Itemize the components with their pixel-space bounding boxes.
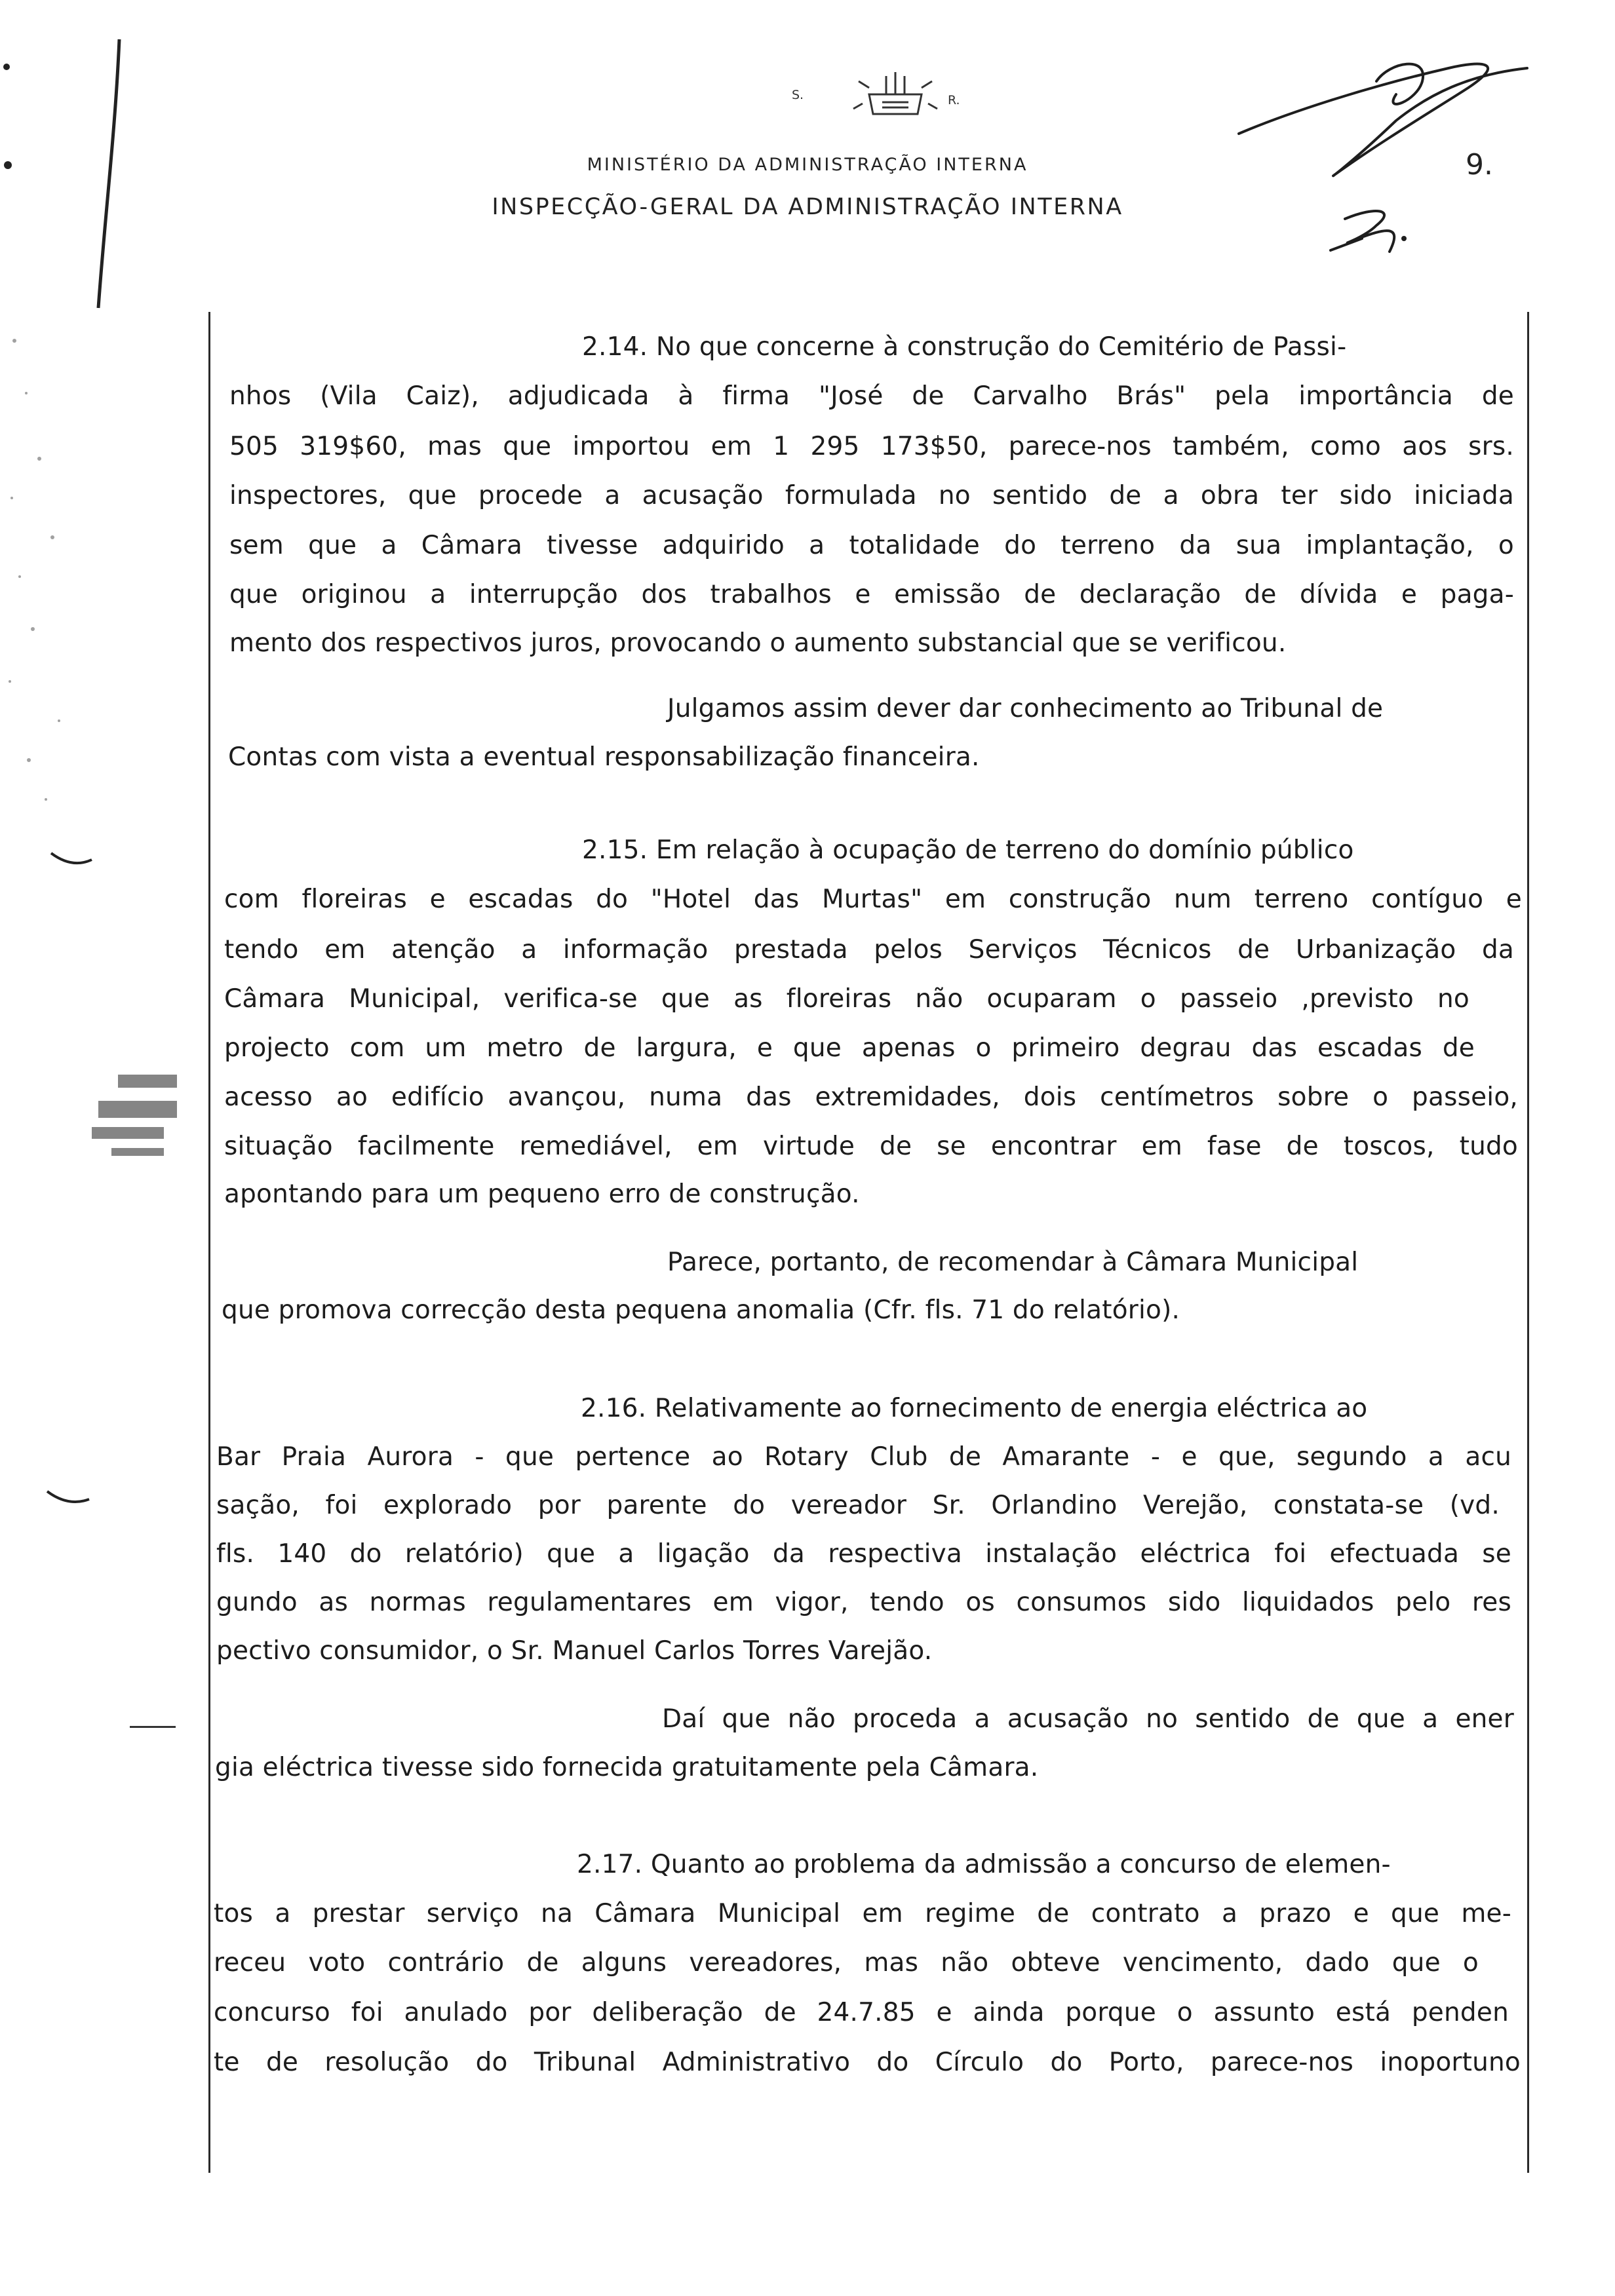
text-line: tos a prestar serviço na Câmara Municipal em regime de contrato a prazo e que me- <box>214 1899 1511 1928</box>
text-line: apontando para um pequeno erro de construção. <box>224 1179 860 1209</box>
text-line: Contas com vista a eventual responsabilização financeira. <box>228 742 980 772</box>
text-line: acesso ao edifício avançou, numa das extremidades, dois centímetros sobre o passeio, <box>224 1082 1518 1112</box>
text-line: gundo as normas regulamentares em vigor, tendo os consumos sido liquidados pelo res <box>216 1588 1511 1617</box>
margin-dash <box>130 1726 176 1728</box>
text-line: 2.17. Quanto ao problema da admissão a concurso de elemen- <box>577 1850 1391 1879</box>
scan-speckle <box>0 0 210 2296</box>
text-line: que originou a interrupção dos trabalhos e emissão de declaração de dívida e paga- <box>229 580 1514 609</box>
text-line: receu voto contrário de alguns vereadores, mas não obteve vencimento, dado que o <box>214 1948 1479 1978</box>
text-line: 2.15. Em relação à ocupação de terreno do domínio público <box>582 835 1354 865</box>
text-line: te de resolução do Tribunal Administrativo do Círculo do Porto, parece-nos inoportuno <box>214 2048 1521 2077</box>
text-line: Bar Praia Aurora - que pertence ao Rotary Club de Amarante - e que, segundo a acu <box>216 1442 1511 1472</box>
text-line: pectivo consumidor, o Sr. Manuel Carlos Torres Varejão. <box>216 1636 933 1666</box>
text-line: Daí que não proceda a acusação no sentido de que a ener <box>662 1704 1514 1734</box>
ministry-heading: MINISTÉRIO DA ADMINISTRAÇÃO INTERNA <box>587 155 1028 175</box>
text-line: fls. 140 do relatório) que a ligação da respectiva instalação eléctrica foi efectuada se <box>216 1539 1511 1569</box>
inspection-heading: INSPECÇÃO-GERAL DA ADMINISTRAÇÃO INTERNA <box>492 194 1123 220</box>
text-line: nhos (Vila Caiz), adjudicada à firma "José de Carvalho Brás" pela importância de <box>229 381 1514 411</box>
text-line: projecto com um metro de largura, e que apenas o primeiro degrau das escadas de <box>224 1033 1475 1063</box>
text-line: situação facilmente remediável, em virtude de se encontrar em fase de toscos, tudo <box>224 1132 1518 1161</box>
text-line: gia eléctrica tivesse sido fornecida gratuitamente pela Câmara. <box>215 1753 1039 1782</box>
text-line: sação, foi explorado por parente do vereador Sr. Orlandino Verejão, constata-se (vd. <box>216 1491 1500 1520</box>
text-line: mento dos respectivos juros, provocando o aumento substancial que se verificou. <box>229 628 1287 658</box>
text-line: 2.14. No que concerne à construção do Cemitério de Passi- <box>582 332 1347 362</box>
text-line: Câmara Municipal, verifica-se que as floreiras não ocuparam o passeio ,previsto no <box>224 984 1469 1014</box>
text-line: tendo em atenção a informação prestada pelos Serviços Técnicos de Urbanização da <box>224 935 1514 965</box>
text-line: Parece, portanto, de recomendar à Câmara Municipal <box>667 1248 1359 1277</box>
text-line: Julgamos assim dever dar conhecimento ao Tribunal de <box>667 694 1384 723</box>
right-margin-line <box>1527 312 1529 2173</box>
coat-of-arms-icon <box>849 68 941 123</box>
text-line: 505 319$60, mas que importou em 1 295 173$50, parece-nos também, como aos srs. <box>229 432 1514 461</box>
signature-initials <box>1232 42 1573 271</box>
text-line: inspectores, que procede a acusação formulada no sentido de a obra ter sido iniciada <box>229 481 1514 510</box>
text-line: 2.16. Relativamente ao fornecimento de energia eléctrica ao <box>581 1394 1368 1423</box>
page-number: 9. <box>1466 148 1493 182</box>
left-margin-line <box>208 312 210 2173</box>
crest-letter-left: S. <box>792 88 804 102</box>
text-line: com floreiras e escadas do "Hotel das Murtas" em construção num terreno contíguo e <box>224 885 1522 914</box>
text-line: concurso foi anulado por deliberação de 24.7.85 e ainda porque o assunto está penden <box>214 1998 1509 2027</box>
text-line: que promova correcção desta pequena anomalia (Cfr. fls. 71 do relatório). <box>222 1295 1180 1325</box>
text-line: sem que a Câmara tivesse adquirido a totalidade do terreno da sua implantação, o <box>229 531 1514 560</box>
crest-letter-right: R. <box>948 93 960 107</box>
